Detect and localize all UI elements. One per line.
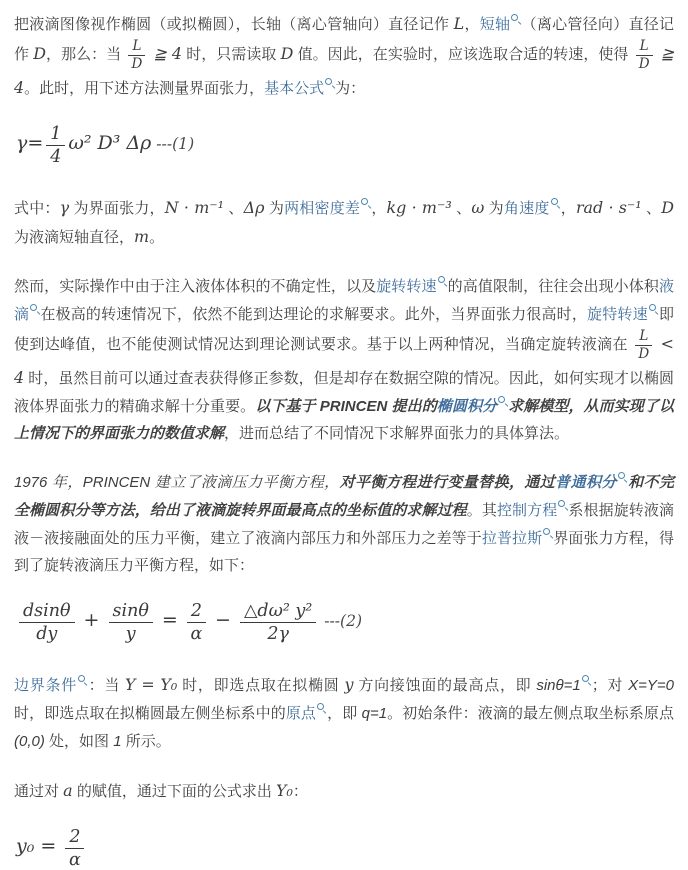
text-run: 把液滴图像视作椭圆（或拟椭圆），长轴（离心管轴向）直径记作 [14, 16, 454, 33]
text-run: 为液滴短轴直径， [14, 229, 135, 247]
text-run: y₀ = [16, 835, 63, 858]
text-run: ω [471, 197, 485, 217]
fraction-denominator: 4 [50, 146, 62, 167]
fraction-numerator: △dω² y² [240, 601, 316, 623]
text-run: a [63, 781, 73, 801]
lookup-magnifier-icon[interactable] [324, 77, 334, 88]
para-symbols [14, 193, 674, 253]
text-run: m [134, 227, 150, 247]
lookup-term-link[interactable]: 椭圆积分 [436, 397, 498, 415]
text-run: sinθ=1 [536, 677, 581, 695]
text-run: ---(1) [151, 134, 195, 153]
text-run: ：当 [87, 677, 126, 695]
lookup-term-link[interactable]: 普通积分 [555, 474, 617, 491]
fraction-numerator: L [635, 329, 652, 347]
text-run: = [155, 608, 184, 631]
text-run: 以下基于 PRINCEN 提出的 [255, 397, 437, 415]
text-run: ， [371, 199, 387, 217]
text-run: 为 [484, 199, 504, 217]
lookup-magnifier-icon[interactable] [360, 197, 370, 208]
text-run: 的高值限制，往往会出现小体积 [447, 278, 659, 296]
lookup-term-link[interactable]: 旋转转速 [376, 278, 437, 296]
fraction-numerator: L [636, 39, 653, 57]
text-run: Y = Y₀ [125, 675, 178, 695]
lookup-magnifier-icon[interactable] [77, 674, 87, 685]
text-run: 1976 年，PRINCEN 建立了液滴压力平衡方程， [14, 474, 340, 491]
text-run: ， [464, 16, 480, 33]
text-run: 。此时，用下述方法测量界面张力， [24, 79, 265, 97]
text-run: 值。因此，在实验时，应该选取合适的转速，使得 [293, 45, 633, 63]
lookup-magnifier-icon[interactable] [581, 674, 591, 685]
fraction-numerator: L [128, 39, 145, 57]
text-run: < 4 [14, 333, 674, 387]
fraction-denominator: D [638, 56, 650, 73]
lookup-magnifier-icon[interactable] [617, 471, 627, 482]
text-run: Y₀ [276, 781, 293, 801]
text-run: 通过对 [14, 783, 64, 801]
text-run: 的赋值，通过下面的公式求出 [72, 783, 276, 801]
text-run: (0,0) [14, 732, 45, 750]
lookup-term-link[interactable]: 原点 [285, 704, 317, 722]
fraction-denominator: y [125, 624, 136, 645]
text-run: + [77, 608, 106, 631]
lookup-term-link[interactable]: 液滴 [14, 278, 674, 323]
para-boundary-conditions [14, 670, 674, 755]
lookup-magnifier-icon[interactable] [29, 303, 39, 314]
fraction-denominator: D [638, 346, 650, 363]
formula-2 [16, 601, 674, 644]
lookup-magnifier-icon[interactable] [316, 702, 326, 713]
text-run: D [280, 43, 294, 63]
lookup-magnifier-icon[interactable] [648, 303, 658, 314]
fraction-numerator: sinθ [109, 601, 153, 623]
text-run: kg · m⁻³ [386, 197, 452, 217]
formula-1 [16, 124, 674, 167]
text-run: 。 [149, 229, 165, 247]
text-run: 和不完全椭圆积分等方法，给出了液滴旋转界面最高点的坐标值的求解过程 [14, 474, 674, 519]
text-run: ω² D³ Δρ [68, 131, 152, 154]
fraction-numerator: dsinθ [19, 601, 75, 623]
fraction-numerator: 2 [187, 601, 206, 623]
text-run: − [208, 608, 237, 631]
text-run: ，即 [327, 704, 362, 722]
lookup-term-link[interactable]: 基本公式 [264, 79, 325, 97]
fraction-denominator: α [190, 624, 203, 645]
lookup-magnifier-icon[interactable] [550, 197, 560, 208]
text-run: 时，虽然目前可以通过查表获得修正参数，但是却存在数据空隙的情况。因此，如何实现才以椭圆液体界面张力的精确求解十分重要。 [14, 369, 674, 415]
fraction-denominator: D [131, 56, 143, 73]
text-run: 然而，实际操作中由于注入液体体积的不确定性，以及 [14, 278, 377, 296]
fraction-denominator: α [69, 850, 81, 870]
para-assign-a [14, 776, 674, 806]
para-droplet-ellipse [14, 9, 674, 103]
lookup-magnifier-icon[interactable] [542, 527, 552, 538]
fraction-numerator: 2 [65, 827, 84, 849]
text-run: 所示。 [121, 732, 171, 750]
text-run: q=1 [361, 704, 388, 722]
math-fraction [19, 601, 75, 644]
para-princen-1976 [14, 469, 674, 580]
text-run: 为 [264, 199, 285, 217]
math-fraction [240, 601, 316, 644]
text-run: ；对 [591, 677, 629, 695]
text-run: 求解模型，从而实现了以上情况下的界面张力的数值求解 [14, 397, 674, 443]
text-run: 为： [335, 79, 366, 97]
text-run: L [453, 14, 465, 33]
lookup-magnifier-icon[interactable] [497, 395, 507, 406]
text-run: 处，如图 [44, 732, 114, 750]
text-run: （离心管径向）直径记作 [14, 16, 674, 63]
text-run: 为界面张力， [69, 199, 165, 217]
text-run: 、 [451, 199, 472, 217]
text-run: 即使到达峰值，也不能使测试情况达到理论测试要求。基于以上两种情况，当确定旋转液滴在 [14, 305, 674, 353]
text-run: 。初始条件：液滴的最左侧点取坐标系原点 [387, 704, 674, 722]
text-run: 系根据旋转液滴液－液接融面处的压力平衡，建立了液滴内部压力和外部压力之差等于 [14, 501, 674, 547]
text-run: D [33, 43, 46, 63]
formula-fragment-clipped [16, 827, 674, 870]
fraction-denominator: dy [36, 624, 58, 645]
lookup-term-link[interactable]: 短轴 [479, 16, 511, 33]
text-run: 在极高的转速情况下，依然不能到达理论的求解要求。此外，当界面张力很高时， [40, 305, 588, 323]
lookup-term-link[interactable]: 边界条件 [14, 677, 77, 695]
fraction-numerator: 1 [46, 124, 65, 146]
text-run: ≧ 4 [148, 43, 183, 63]
text-run: 时，即选点取在拟椭圆最左侧坐标系中的 [14, 704, 286, 722]
math-fraction [635, 329, 652, 363]
text-run: 时，只需读取 [182, 45, 281, 63]
text-run: ---(2) [319, 611, 363, 630]
text-run: 、 [224, 199, 244, 217]
text-run: N · m⁻¹ [164, 197, 225, 217]
fraction-denominator: 2γ [267, 624, 289, 645]
text-run: ： [292, 783, 308, 801]
text-run: X=Y=0 [628, 677, 674, 695]
lookup-term-link[interactable]: 控制方程 [496, 501, 558, 519]
text-run: ，进而总结了不同情况下求解界面张力的具体算法。 [224, 425, 570, 443]
math-fraction [109, 601, 153, 644]
text-run: 方向接蚀面的最高点，即 [353, 677, 537, 695]
text-run: 式中： [14, 199, 60, 217]
text-run: 对平衡方程进行变量替换，通过 [339, 474, 556, 491]
text-run: γ= [16, 131, 44, 154]
text-run: rad · s⁻¹ [575, 197, 642, 217]
text-run: 界面张力方程，得到了旋转液滴压力平衡方程，如下： [14, 529, 674, 575]
text-run: ，那么：当 [46, 45, 126, 63]
lookup-magnifier-icon[interactable] [437, 275, 447, 286]
para-limitations [14, 273, 674, 448]
lookup-term-link[interactable]: 两相密度差 [284, 199, 361, 217]
lookup-magnifier-icon[interactable] [557, 499, 567, 510]
lookup-term-link[interactable]: 旋特转速 [587, 305, 648, 323]
text-run: Δρ [243, 197, 265, 217]
math-fraction [187, 601, 206, 644]
text-run: 时，即选点取在拟椭圆 [177, 677, 345, 695]
text-run: D [661, 197, 675, 217]
text-run: 。其 [466, 501, 497, 519]
text-run: 、 [641, 199, 662, 217]
text-run: 1 [113, 732, 122, 750]
text-run: ， [560, 199, 576, 217]
lookup-magnifier-icon[interactable] [510, 13, 520, 24]
math-fraction [46, 124, 65, 167]
lookup-term-link[interactable]: 角速度 [503, 199, 550, 217]
text-run: ≧ 4 [14, 43, 675, 97]
text-run: y [344, 675, 354, 695]
lookup-term-link[interactable]: 拉普拉斯 [481, 529, 543, 547]
math-fraction [65, 827, 84, 870]
math-fraction [636, 39, 653, 73]
text-run: γ [59, 197, 70, 217]
math-fraction [128, 39, 145, 73]
